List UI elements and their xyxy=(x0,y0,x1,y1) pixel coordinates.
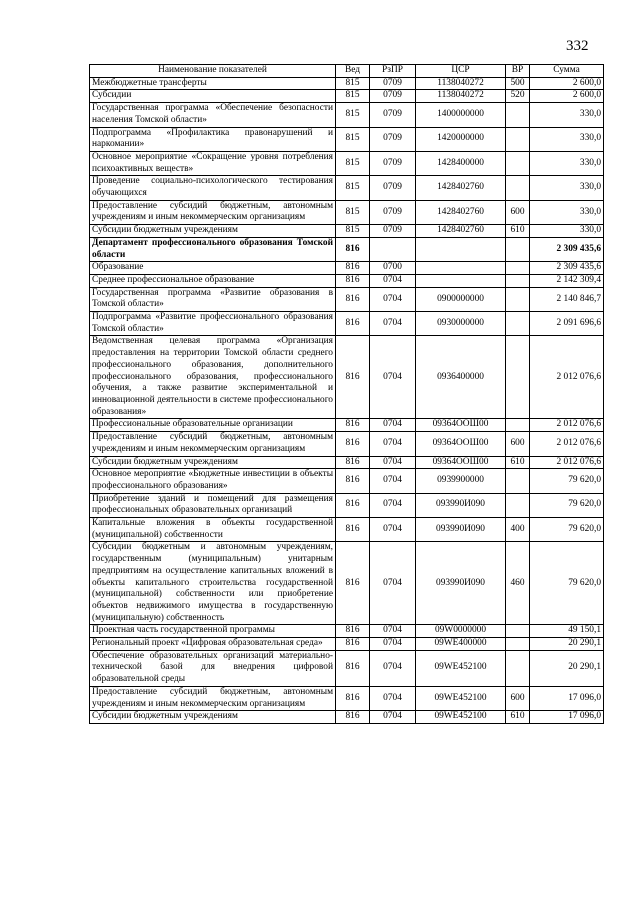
cell-name: Подпрограмма «Развитие профессионального образования Томской области» xyxy=(90,312,336,336)
cell-rzpr: 0704 xyxy=(370,456,416,469)
cell-name: Субсидии бюджетным и автономным учреждениям, государственным (муниципальным) унитарным предприятиям на осуществление капитальных вложений в объекты капитального строительства государственной (муниципальной) собственности или приобретение объектов недвижимого имущества в государственную (муниципальную) собственность xyxy=(90,542,336,625)
cell-sum: 79 620,0 xyxy=(530,518,604,542)
cell-sum: 17 096,0 xyxy=(530,686,604,710)
cell-vr xyxy=(506,151,530,175)
table-row xyxy=(90,542,604,625)
table-row xyxy=(90,200,604,224)
cell-ved: 816 xyxy=(336,262,370,275)
table-row xyxy=(90,686,604,710)
cell-rzpr xyxy=(370,237,416,261)
cell-name: Капитальные вложения в объекты государственной (муниципальной) собственности xyxy=(90,518,336,542)
cell-sum: 79 620,0 xyxy=(530,469,604,493)
cell-name: Государственная программа «Обеспечение безопасности населения Томской области» xyxy=(90,103,336,127)
cell-rzpr: 0709 xyxy=(370,77,416,90)
cell-rzpr: 0704 xyxy=(370,274,416,287)
table-row xyxy=(90,711,604,724)
cell-name: Основное мероприятие «Бюджетные инвестиции в объекты профессионального образования» xyxy=(90,469,336,493)
cell-csr: 09WE452100 xyxy=(416,650,506,686)
cell-name: Подпрограмма «Профилактика правонарушений и наркомании» xyxy=(90,127,336,151)
cell-sum: 330,0 xyxy=(530,127,604,151)
cell-ved: 816 xyxy=(336,312,370,336)
cell-sum: 2 600,0 xyxy=(530,77,604,90)
cell-vr xyxy=(506,625,530,638)
cell-name: Предоставление субсидий бюджетным, автономным учреждениям и иным некоммерческим организациям xyxy=(90,686,336,710)
cell-name: Среднее профессиональное образование xyxy=(90,274,336,287)
cell-vr: 610 xyxy=(506,456,530,469)
cell-vr: 600 xyxy=(506,432,530,456)
cell-csr xyxy=(416,237,506,261)
cell-name: Проведение социально-психологического тестирования обучающихся xyxy=(90,176,336,200)
table-row xyxy=(90,225,604,238)
table-row xyxy=(90,419,604,432)
cell-rzpr: 0709 xyxy=(370,103,416,127)
cell-rzpr: 0700 xyxy=(370,262,416,275)
cell-csr: 09WE452100 xyxy=(416,686,506,710)
cell-ved: 815 xyxy=(336,176,370,200)
cell-ved: 816 xyxy=(336,518,370,542)
cell-rzpr: 0709 xyxy=(370,127,416,151)
table-row xyxy=(90,151,604,175)
cell-vr xyxy=(506,274,530,287)
table-row xyxy=(90,638,604,651)
cell-csr: 09W0000000 xyxy=(416,625,506,638)
cell-sum: 2 012 076,6 xyxy=(530,336,604,419)
cell-vr xyxy=(506,262,530,275)
cell-rzpr: 0704 xyxy=(370,336,416,419)
cell-ved: 816 xyxy=(336,469,370,493)
header-vr: ВР xyxy=(506,65,530,78)
cell-csr: 1138040272 xyxy=(416,77,506,90)
cell-name: Предоставление субсидий бюджетным, автономным учреждениям и иным некоммерческим организациям xyxy=(90,432,336,456)
cell-ved: 816 xyxy=(336,542,370,625)
header-name: Наименование показателей xyxy=(90,65,336,78)
cell-name: Субсидии бюджетным учреждениям xyxy=(90,456,336,469)
cell-rzpr: 0704 xyxy=(370,287,416,311)
budget-table xyxy=(89,64,604,724)
cell-csr: 1428402760 xyxy=(416,200,506,224)
header-ved: Вед xyxy=(336,65,370,78)
cell-rzpr: 0704 xyxy=(370,419,416,432)
cell-ved: 815 xyxy=(336,151,370,175)
cell-ved: 816 xyxy=(336,336,370,419)
cell-name: Ведомственная целевая программа «Организация предоставления на территории Томской области среднего профессионального образования, дополнительного профессионального образования, профессионального обучения, а также развитие экспериментальной и инновационной деятельности в системе профессионального образования» xyxy=(90,336,336,419)
cell-name: Профессиональные образовательные организации xyxy=(90,419,336,432)
cell-sum: 330,0 xyxy=(530,151,604,175)
cell-name: Образование xyxy=(90,262,336,275)
cell-vr xyxy=(506,237,530,261)
cell-name: Предоставление субсидий бюджетным, автономным учреждениям и иным некоммерческим организациям xyxy=(90,200,336,224)
cell-csr: 09WE400000 xyxy=(416,638,506,651)
cell-vr: 400 xyxy=(506,518,530,542)
cell-sum: 2 091 696,6 xyxy=(530,312,604,336)
cell-csr: 0930000000 xyxy=(416,312,506,336)
cell-rzpr: 0704 xyxy=(370,686,416,710)
table-row xyxy=(90,456,604,469)
table-row xyxy=(90,262,604,275)
cell-sum: 2 012 076,6 xyxy=(530,456,604,469)
cell-rzpr: 0709 xyxy=(370,90,416,103)
cell-ved: 816 xyxy=(336,711,370,724)
cell-name: Субсидии бюджетным учреждениям xyxy=(90,711,336,724)
cell-vr: 610 xyxy=(506,225,530,238)
cell-rzpr: 0709 xyxy=(370,225,416,238)
cell-name: Субсидии xyxy=(90,90,336,103)
cell-ved: 815 xyxy=(336,90,370,103)
cell-name: Субсидии бюджетным учреждениям xyxy=(90,225,336,238)
cell-ved: 816 xyxy=(336,638,370,651)
cell-csr xyxy=(416,274,506,287)
cell-vr xyxy=(506,493,530,517)
cell-csr: 0936400000 xyxy=(416,336,506,419)
cell-csr: 1138040272 xyxy=(416,90,506,103)
cell-sum: 79 620,0 xyxy=(530,542,604,625)
cell-sum: 2 012 076,6 xyxy=(530,432,604,456)
table-row xyxy=(90,237,604,261)
table-body xyxy=(90,77,604,723)
cell-vr xyxy=(506,103,530,127)
header-csr: ЦСР xyxy=(416,65,506,78)
cell-name: Проектная часть государственной программы xyxy=(90,625,336,638)
cell-ved: 816 xyxy=(336,237,370,261)
cell-sum: 49 150,1 xyxy=(530,625,604,638)
cell-csr: 09WE452100 xyxy=(416,711,506,724)
cell-ved: 815 xyxy=(336,77,370,90)
cell-ved: 815 xyxy=(336,200,370,224)
cell-rzpr: 0709 xyxy=(370,200,416,224)
cell-name: Обеспечение образовательных организаций материально-технической базой для внедрения цифровой образовательной среды xyxy=(90,650,336,686)
page-number: 332 xyxy=(566,38,589,54)
cell-csr: 093990И090 xyxy=(416,493,506,517)
cell-sum: 17 096,0 xyxy=(530,711,604,724)
cell-vr xyxy=(506,312,530,336)
cell-rzpr: 0704 xyxy=(370,650,416,686)
cell-vr xyxy=(506,336,530,419)
table-header-row xyxy=(90,65,604,78)
cell-vr: 600 xyxy=(506,686,530,710)
table-row xyxy=(90,176,604,200)
table-row xyxy=(90,336,604,419)
cell-name: Департамент профессионального образования Томской области xyxy=(90,237,336,261)
cell-vr: 600 xyxy=(506,200,530,224)
cell-csr: 1400000000 xyxy=(416,103,506,127)
cell-rzpr: 0704 xyxy=(370,432,416,456)
cell-ved: 816 xyxy=(336,274,370,287)
cell-ved: 815 xyxy=(336,225,370,238)
cell-rzpr: 0704 xyxy=(370,312,416,336)
cell-vr: 610 xyxy=(506,711,530,724)
cell-ved: 816 xyxy=(336,287,370,311)
cell-vr xyxy=(506,287,530,311)
cell-ved: 816 xyxy=(336,650,370,686)
cell-vr xyxy=(506,469,530,493)
cell-csr: 1428402760 xyxy=(416,225,506,238)
cell-sum: 330,0 xyxy=(530,103,604,127)
cell-ved: 816 xyxy=(336,686,370,710)
cell-vr xyxy=(506,419,530,432)
cell-rzpr: 0709 xyxy=(370,176,416,200)
cell-vr xyxy=(506,638,530,651)
cell-vr xyxy=(506,176,530,200)
cell-sum: 2 142 309,4 xyxy=(530,274,604,287)
cell-sum: 79 620,0 xyxy=(530,493,604,517)
cell-name: Государственная программа «Развитие образования в Томской области» xyxy=(90,287,336,311)
cell-ved: 816 xyxy=(336,419,370,432)
cell-name: Региональный проект «Цифровая образовательная среда» xyxy=(90,638,336,651)
cell-vr: 460 xyxy=(506,542,530,625)
cell-vr xyxy=(506,127,530,151)
cell-ved: 816 xyxy=(336,493,370,517)
cell-ved: 816 xyxy=(336,432,370,456)
table-row xyxy=(90,90,604,103)
cell-name: Основное мероприятие «Сокращение уровня потребления психоактивных веществ» xyxy=(90,151,336,175)
cell-csr xyxy=(416,262,506,275)
table-row xyxy=(90,650,604,686)
table-row xyxy=(90,103,604,127)
cell-rzpr: 0704 xyxy=(370,711,416,724)
table-row xyxy=(90,77,604,90)
cell-rzpr: 0704 xyxy=(370,518,416,542)
cell-sum: 20 290,1 xyxy=(530,638,604,651)
cell-csr: 09364ООШ00 xyxy=(416,419,506,432)
table-row xyxy=(90,469,604,493)
cell-ved: 816 xyxy=(336,625,370,638)
table-row xyxy=(90,287,604,311)
table-row xyxy=(90,312,604,336)
cell-rzpr: 0709 xyxy=(370,151,416,175)
cell-rzpr: 0704 xyxy=(370,625,416,638)
cell-ved: 816 xyxy=(336,456,370,469)
cell-vr: 520 xyxy=(506,90,530,103)
cell-vr: 500 xyxy=(506,77,530,90)
cell-csr: 09364ООШ00 xyxy=(416,432,506,456)
cell-name: Межбюджетные трансферты xyxy=(90,77,336,90)
cell-rzpr: 0704 xyxy=(370,542,416,625)
cell-sum: 330,0 xyxy=(530,176,604,200)
cell-name: Приобретение зданий и помещений для размещения профессиональных образовательных организаций xyxy=(90,493,336,517)
cell-sum: 2 012 076,6 xyxy=(530,419,604,432)
cell-ved: 815 xyxy=(336,103,370,127)
cell-sum: 2 600,0 xyxy=(530,90,604,103)
header-rzpr: РзПР xyxy=(370,65,416,78)
table-row xyxy=(90,432,604,456)
table-row xyxy=(90,518,604,542)
table-row xyxy=(90,493,604,517)
cell-rzpr: 0704 xyxy=(370,469,416,493)
table-row xyxy=(90,625,604,638)
cell-csr: 0939900000 xyxy=(416,469,506,493)
cell-sum: 330,0 xyxy=(530,225,604,238)
cell-csr: 1420000000 xyxy=(416,127,506,151)
cell-csr: 093990И090 xyxy=(416,518,506,542)
cell-csr: 1428402760 xyxy=(416,176,506,200)
cell-sum: 330,0 xyxy=(530,200,604,224)
cell-csr: 1428400000 xyxy=(416,151,506,175)
cell-csr: 09364ООШ00 xyxy=(416,456,506,469)
cell-ved: 815 xyxy=(336,127,370,151)
table-row xyxy=(90,274,604,287)
cell-sum: 20 290,1 xyxy=(530,650,604,686)
cell-sum: 2 309 435,6 xyxy=(530,237,604,261)
cell-rzpr: 0704 xyxy=(370,493,416,517)
cell-sum: 2 140 846,7 xyxy=(530,287,604,311)
cell-vr xyxy=(506,650,530,686)
cell-csr: 093990И090 xyxy=(416,542,506,625)
header-sum: Сумма xyxy=(530,65,604,78)
cell-rzpr: 0704 xyxy=(370,638,416,651)
table-row xyxy=(90,127,604,151)
cell-sum: 2 309 435,6 xyxy=(530,262,604,275)
cell-csr: 0900000000 xyxy=(416,287,506,311)
